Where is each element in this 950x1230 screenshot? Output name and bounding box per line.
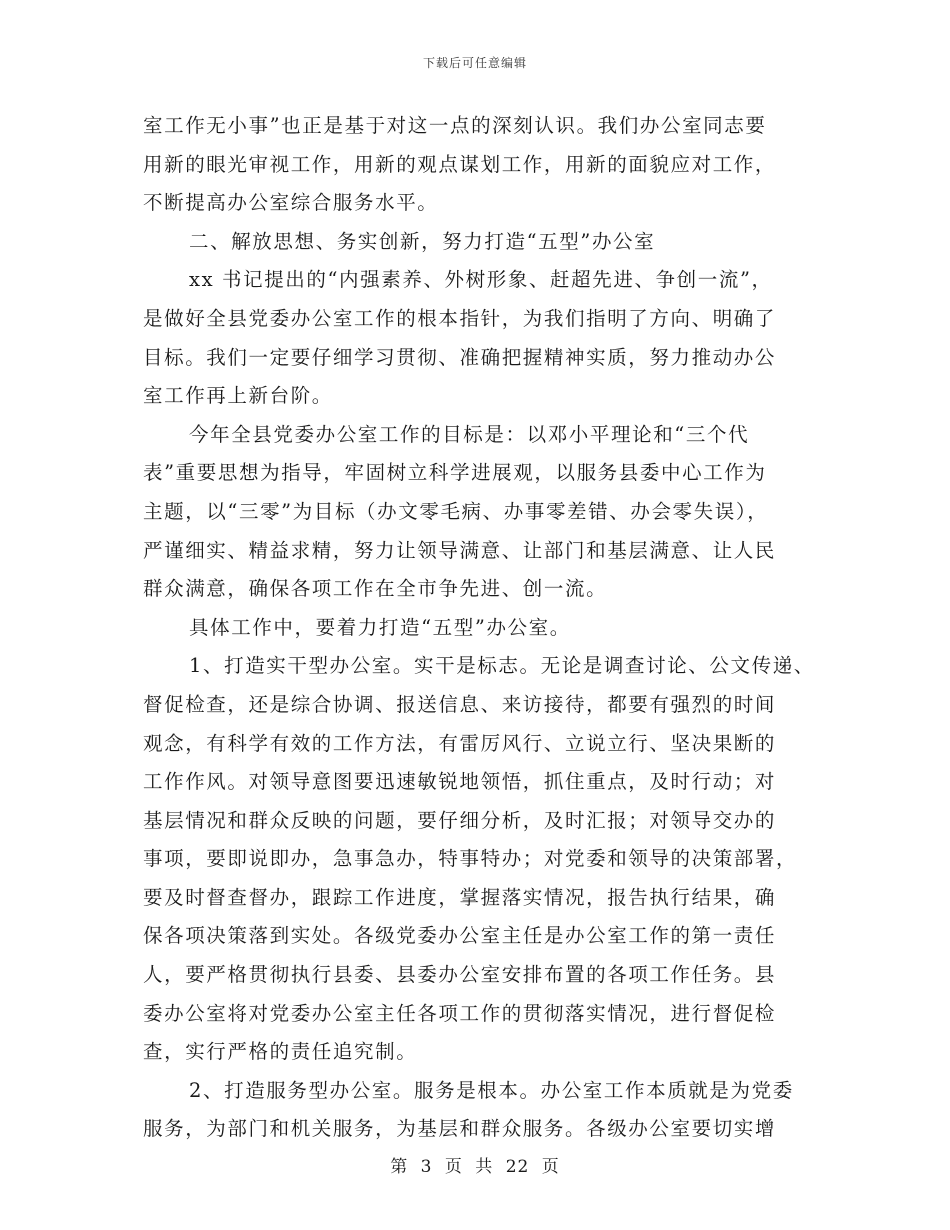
text-line: 委办公室将对党委办公室主任各项工作的贯彻落实情况，进行督促检 [143, 1001, 777, 1025]
text-line: 人，要严格贯彻执行县委、县委办公室安排布置的各项工作任务。县 [143, 963, 777, 987]
section-heading: 二、解放思想、务实创新，努力打造“五型”办公室 [189, 229, 656, 253]
text-line: 事项，要即说即办，急事急办，特事特办；对党委和领导的决策部署， [143, 847, 798, 871]
text-line: xx 书记提出的“内强素养、外树形象、赶超先进、争创一流”， [189, 268, 773, 292]
text-line: 今年全县党委办公室工作的目标是：以邓小平理论和“三个代 [189, 422, 750, 446]
text-line: 主题，以“三零”为目标（办文零毛病、办事零差错、办会零失误）， [143, 499, 769, 523]
text-line: 表”重要思想为指导，牢固树立科学进展观，以服务县委中心工作为 [143, 461, 767, 485]
text-line: 不断提高办公室综合服务水平。 [143, 191, 439, 215]
text-line: 查，实行严格的责任追究制。 [143, 1040, 418, 1064]
body-text [143, 107, 815, 1149]
text-line: 观念，有科学有效的工作方法，有雷厉风行、立说立行、坚决果断的 [143, 731, 777, 755]
text-line: 要及时督查督办，跟踪工作进度，掌握落实情况，报告执行结果，确 [143, 885, 777, 909]
text-line: 用新的眼光审视工作，用新的观点谋划工作，用新的面貌应对工作， [143, 152, 777, 176]
text-line: 室工作再上新台阶。 [143, 384, 333, 408]
text-line: 严谨细实、精益求精，努力让领导满意、让部门和基层满意、让人民 [143, 538, 777, 562]
text-line: 基层情况和群众反映的问题，要仔细分析，及时汇报；对领导交办的 [143, 808, 777, 832]
text-line: 督促检查，还是综合协调、报送信息、来访接待，都要有强烈的时间 [143, 692, 777, 716]
header-note: 下载后可任意编辑 [422, 56, 527, 70]
text-line: 服务，为部门和机关服务，为基层和群众服务。各级办公室要切实增 [143, 1117, 777, 1141]
text-line: 是做好全县党委办公室工作的根本指针，为我们指明了方向、明确了 [143, 306, 777, 330]
text-line: 具体工作中，要着力打造“五型”办公室。 [189, 615, 571, 639]
text-line: 目标。我们一定要仔细学习贯彻、准确把握精神实质，努力推动办公 [143, 345, 777, 369]
text-line: 工作作风。对领导意图要迅速敏锐地领悟，抓住重点，及时行动；对 [143, 770, 777, 794]
text-line: 保各项决策落到实处。各级党委办公室主任是办公室工作的第一责任 [143, 924, 777, 948]
text-line: 群众满意，确保各项工作在全市争先进、创一流。 [143, 577, 608, 601]
text-line: 1、打造实干型办公室。实干是标志。无论是调查讨论、公文传递、 [189, 654, 815, 678]
text-line: 室工作无小事”也正是基于对这一点的深刻认识。我们办公室同志要 [143, 114, 767, 137]
text-line: 2、打造服务型办公室。服务是根本。办公室工作本质就是为党委 [189, 1078, 794, 1102]
page-number-footer: 第 3 页 共 22 页 [390, 1157, 560, 1177]
